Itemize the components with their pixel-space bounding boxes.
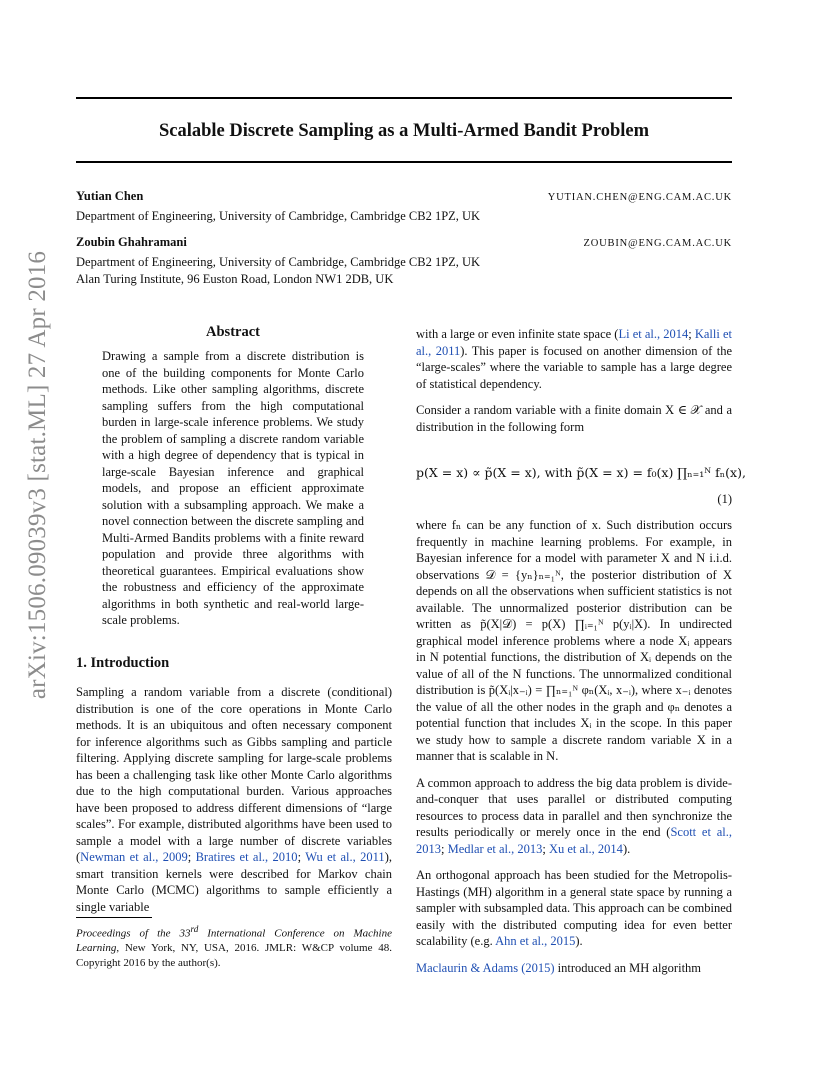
arxiv-stamp: arXiv:1506.09039v3 [stat.ML] 27 Apr 2016 [24,250,51,700]
paragraph: Consider a random variable with a finite domain X ∈ 𝒳 and a distribution in the following form [416,403,732,434]
citation-link[interactable]: Newman et al., 2009 [80,850,188,864]
intro-text: ), smart transition kernels were described for Markov chain Monte Carlo (MCMC) algorithms to sample efficiently a single variable [76,850,392,914]
citation-separator: ; [441,841,448,856]
body-text: introduced an MH algorithm [554,960,702,975]
citation-link[interactable]: Ahn et al., 2015 [495,934,576,948]
body-text: with a large or even infinite state space ( [416,327,619,341]
footnote-venue: Proceedings of the 33 [76,927,191,940]
citation-link[interactable]: Maclaurin & Adams (2015) [416,960,555,975]
affiliation-line: Alan Turing Institute, 96 Euston Road, London NW1 2DB, UK [76,272,394,286]
author-email-2[interactable]: ZOUBIN@ENG.CAM.AC.UK [583,238,732,249]
body-text: An orthogonal approach has been studied for the Metropolis-Hastings (MH) algorithm in a general state space by running a sampler with subsampled data. This approach can be combined easily with the distributed computing idea for even better scalability (e.g. [416,868,732,948]
body-text: ). [575,934,583,948]
author-affiliations-2 [76,254,480,288]
footnote-venue-rest: International Conference on Machine Learning [76,927,392,955]
equation-body: p(X = x) ∝ p̃(X = x), with p̃(X = x) = f₀(x) ∏ₙ₌₁ᴺ fₙ(x), [416,465,746,480]
citation-separator: ; [542,841,549,856]
citation-link[interactable]: Scott et al., 2013 [416,825,732,856]
paragraph [416,775,732,858]
abstract-text: Drawing a sample from a discrete distribution is one of the building components for Monte Carlo methods. Like other sampling algorithms, discrete sampling suffers from the high computational burden in large-scale inference problems. We study the problem of sampling a discrete random variable with a high degree of dependency that is typical in large-scale Bayesian inference and graphical models, and propose an efficient approximate solution with a subsampling approach. We make a novel connection between the discrete sampling and Multi-Armed Bandits problems with a finite reward population and provide three algorithms with theoretical guarantees. Empirical evaluations show the robustness and efficiency of the approximate algorithms in both synthetic and real-world large-scale problems. [102,349,364,627]
paper-title: Scalable Discrete Sampling as a Multi-Armed Bandit Problem [158,121,650,141]
citation-separator: ; [297,850,306,864]
title-bottom-rule [76,161,732,163]
paragraph: where fₙ can be any function of x. Such distribution occurs frequently in machine learning problems. For example, in Bayesian inference for a model with parameter X and N i.i.d. observations 𝒟 = {yₙ}ₙ₌₁ᴺ, the posterior distribution of X depends on all the observations when sufficient statistics is not available. The unnormalized posterior distribution can be written as p̃(X|𝒟) = p(X) ∏ᵢ₌₁ᴺ p(yᵢ|X). In undirected graphical model inference problems where a node Xᵢ appears in N potential functions, the distribution of Xᵢ depends on the value of all of the N functions. The unnormalized conditional distribution is p̃(Xᵢ|x₋ᵢ) = ∏ₙ₌₁ᴺ φₙ(Xᵢ, x₋ᵢ), where x₋ᵢ denotes the value of all the other nodes in the graph and φₙ denotes a potential function that includes Xᵢ in the scope. In this paper we study how to sample a discrete random variable X in a manner that is scalable in N. [416,518,732,763]
citation-separator: ; [688,327,695,341]
body-text: ). This paper is focused on another dimension of the “large-scales” where the variable to sample has a large degree of statistical dependency. [416,343,732,391]
footnote-details: , New York, NY, USA, 2016. JMLR: W&CP volume 48. Copyright 2016 by the author(s). [76,942,392,969]
intro-text: Sampling a random variable from a discrete (conditional) distribution is one of the core operations in Monte Carlo methods. It is an ubiquitous and often necessary component for inference algorithms such as Gibbs sampling and particle filtering. Applying discrete sampling for large-scale problems has been a challenging task like other Monte Carlo algorithms due to the high computational burden. Various approaches have been proposed to address different dimensions of “large scales”. For example, distributed algorithms have been used to sample a model with a large number of discrete variables ( [76,685,392,864]
body-text: A common approach to address the big data problem is divide-and-conquer that uses parallel or distributed computing resources to process data in parallel and then synchronize the results periodically or merely once in the end ( [416,775,732,839]
affiliation-line: Department of Engineering, University of Cambridge, Cambridge CB2 1PZ, UK [76,255,481,269]
author-affiliations-1 [76,208,480,225]
citation-separator: ; [187,850,196,864]
section-heading-introduction: 1. Introduction [76,655,170,671]
affiliation-line: Department of Engineering, University of Cambridge, Cambridge CB2 1PZ, UK [76,209,481,223]
top-rule [76,97,732,99]
proceedings-footnote [76,922,392,970]
author-email-1[interactable]: YUTIAN.CHEN@ENG.CAM.AC.UK [547,192,732,203]
citation-link[interactable]: Xu et al., 2014 [548,841,623,856]
intro-paragraph [76,684,392,915]
citation-link[interactable]: Medlar et al., 2013 [447,841,543,856]
paragraph [416,867,732,950]
equation-number: (1) [717,492,732,506]
citation-link[interactable]: Wu et al., 2011 [305,850,385,864]
paragraph [416,326,732,392]
author-name-2: Zoubin Ghahramani [76,235,187,249]
footnote-superscript: rd [190,924,199,934]
footnote-rule [76,917,152,918]
citation-link[interactable]: Li et al., 2014 [618,327,689,341]
citation-link[interactable]: Bratires et al., 2010 [195,850,298,864]
body-text: ). [622,841,631,856]
equation-1 [416,445,746,507]
abstract-heading: Abstract [206,324,260,340]
author-name-1: Yutian Chen [76,189,144,203]
right-column [416,326,746,986]
citation-link[interactable]: Kalli et al., 2011 [416,327,732,358]
paragraph [416,960,732,977]
